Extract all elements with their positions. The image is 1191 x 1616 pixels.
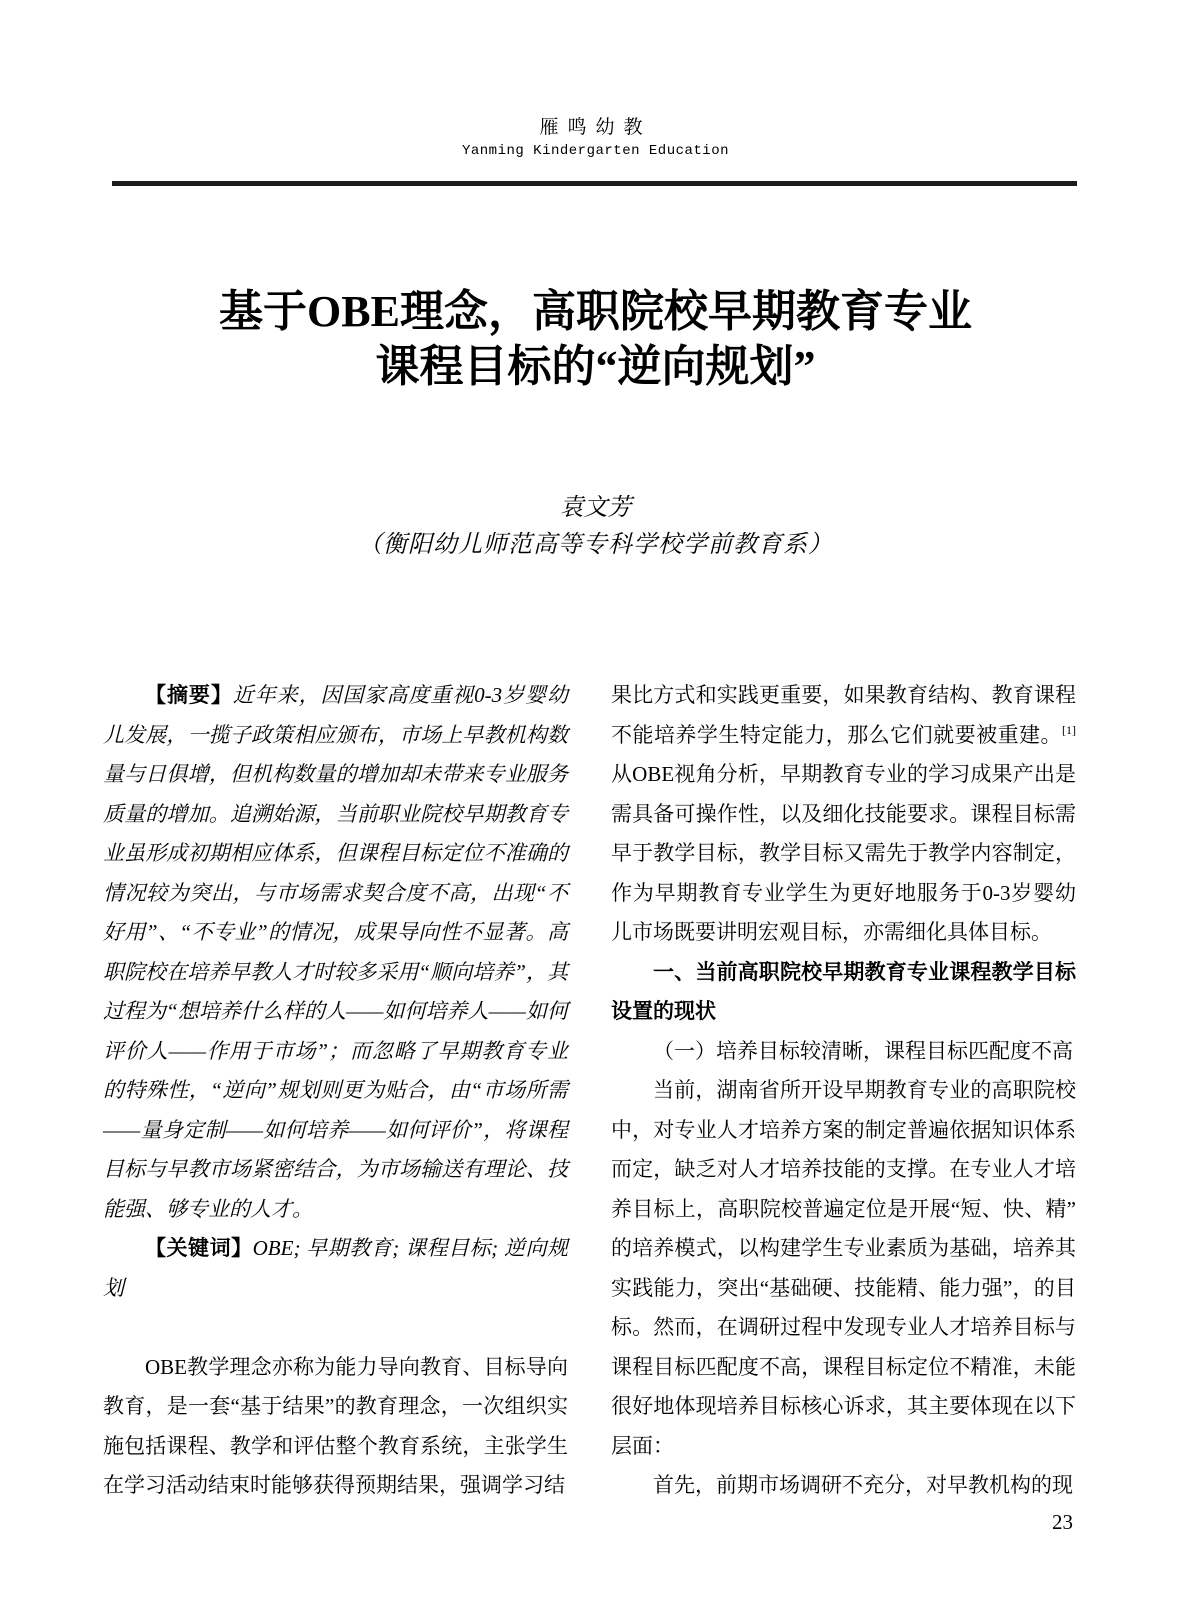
left-column — [103, 676, 568, 1506]
author-name: 袁文芳 — [559, 495, 632, 521]
right-column — [611, 676, 1076, 1506]
journal-header-en: Yanming Kindergarten Education — [461, 143, 730, 159]
article-body — [103, 676, 1076, 1506]
abstract-label: 【摘要】 — [145, 684, 233, 707]
continuation-text-post: 从OBE视角分析，早期教育专业的学习成果产出是需具备可操作性，以及细化技能要求。课程目标需早于教学目标，教学目标又需先于教学内容制定，作为早期教育专业学生为更好地服务于0-3岁婴幼儿市场既要讲明宏观目标，亦需细化具体目标。 — [611, 762, 1076, 944]
header-double-rule — [112, 181, 1077, 186]
keywords-text: OBE; 早期教育; 课程目标; 逆向规划 — [103, 1236, 568, 1300]
keywords-paragraph — [103, 1229, 568, 1308]
article-title — [0, 284, 1191, 394]
abstract-paragraph — [103, 676, 568, 1229]
continuation-text-pre: 果比方式和实践更重要，如果教育结构、教育课程不能培养学生特定能力，那么它们就要被重建。 — [611, 683, 1076, 747]
page-number: 23 — [1052, 1510, 1073, 1534]
section-1-heading: 一、当前高职院校早期教育专业课程教学目标设置的现状 — [611, 960, 1076, 1023]
intro-paragraph: OBE教学理念亦称为能力导向教育、目标导向教育，是一套“基于结果”的教育理念，一次组织实施包括课程、教学和评估整个教育系统，主张学生在学习活动结束时能够获得预期结果，强调学习结 — [103, 1354, 568, 1497]
subsection-1-heading: （一）培养目标较清晰，课程目标匹配度不高 — [653, 1038, 1073, 1063]
author-affiliation: （衡阳幼儿师范高等专科学校学前教育系） — [358, 532, 833, 558]
firstly-paragraph: 首先，前期市场调研不充分，对早教机构的现 — [653, 1473, 1073, 1497]
continuation-paragraph — [611, 676, 1076, 953]
journal-header-cn: 雁鸣幼教 — [539, 117, 652, 138]
article-title-line1: 基于OBE理念，高职院校早期教育专业 — [219, 287, 972, 336]
keywords-label: 【关键词】 — [145, 1237, 253, 1260]
article-title-line2: 课程目标的“逆向规划” — [375, 342, 816, 391]
current-status-paragraph: 当前，湖南省所开设早期教育专业的高职院校中，对专业人才培养方案的制定普遍依据知识体系而定，缺乏对人才培养技能的支撑。在专业人才培养目标上，高职院校普遍定位是开展“短、快、精”的培养模式，以构建学生专业素质为基础，培养其实践能力，突出“基础硬、技能精、能力强”，的目标。然而，在调研过程中发现专业人才培养目标与课程目标匹配度不高，课程目标定位不精准，未能很好地体现培养目标核心诉求，其主要体现在以下层面： — [611, 1078, 1076, 1458]
reference-marker-1: [1] — [1062, 722, 1076, 737]
abstract-text: 近年来，因国家高度重视0-3岁婴幼儿发展，一揽子政策相应颁布，市场上早教机构数量与日俱增，但机构数量的增加却未带来专业服务质量的增加。追溯始源，当前职业院校早期教育专业虽形成初期相应体系，但课程目标定位不准确的情况较为突出，与市场需求契合度不高，出现“不好用”、“不专业”的情况，成果导向性不显著。高职院校在培养早教人才时较多采用“顺向培养”，其过程为“想培养什么样的人——如何培养人——如何评价人——作用于市场”；而忽略了早期教育专业的特殊性，“逆向”规划则更为贴合，由“市场所需——量身定制——如何培养——如何评价”，将课程目标与早教市场紧密结合，为市场输送有理论、技能强、够专业的人才。 — [103, 683, 568, 1221]
